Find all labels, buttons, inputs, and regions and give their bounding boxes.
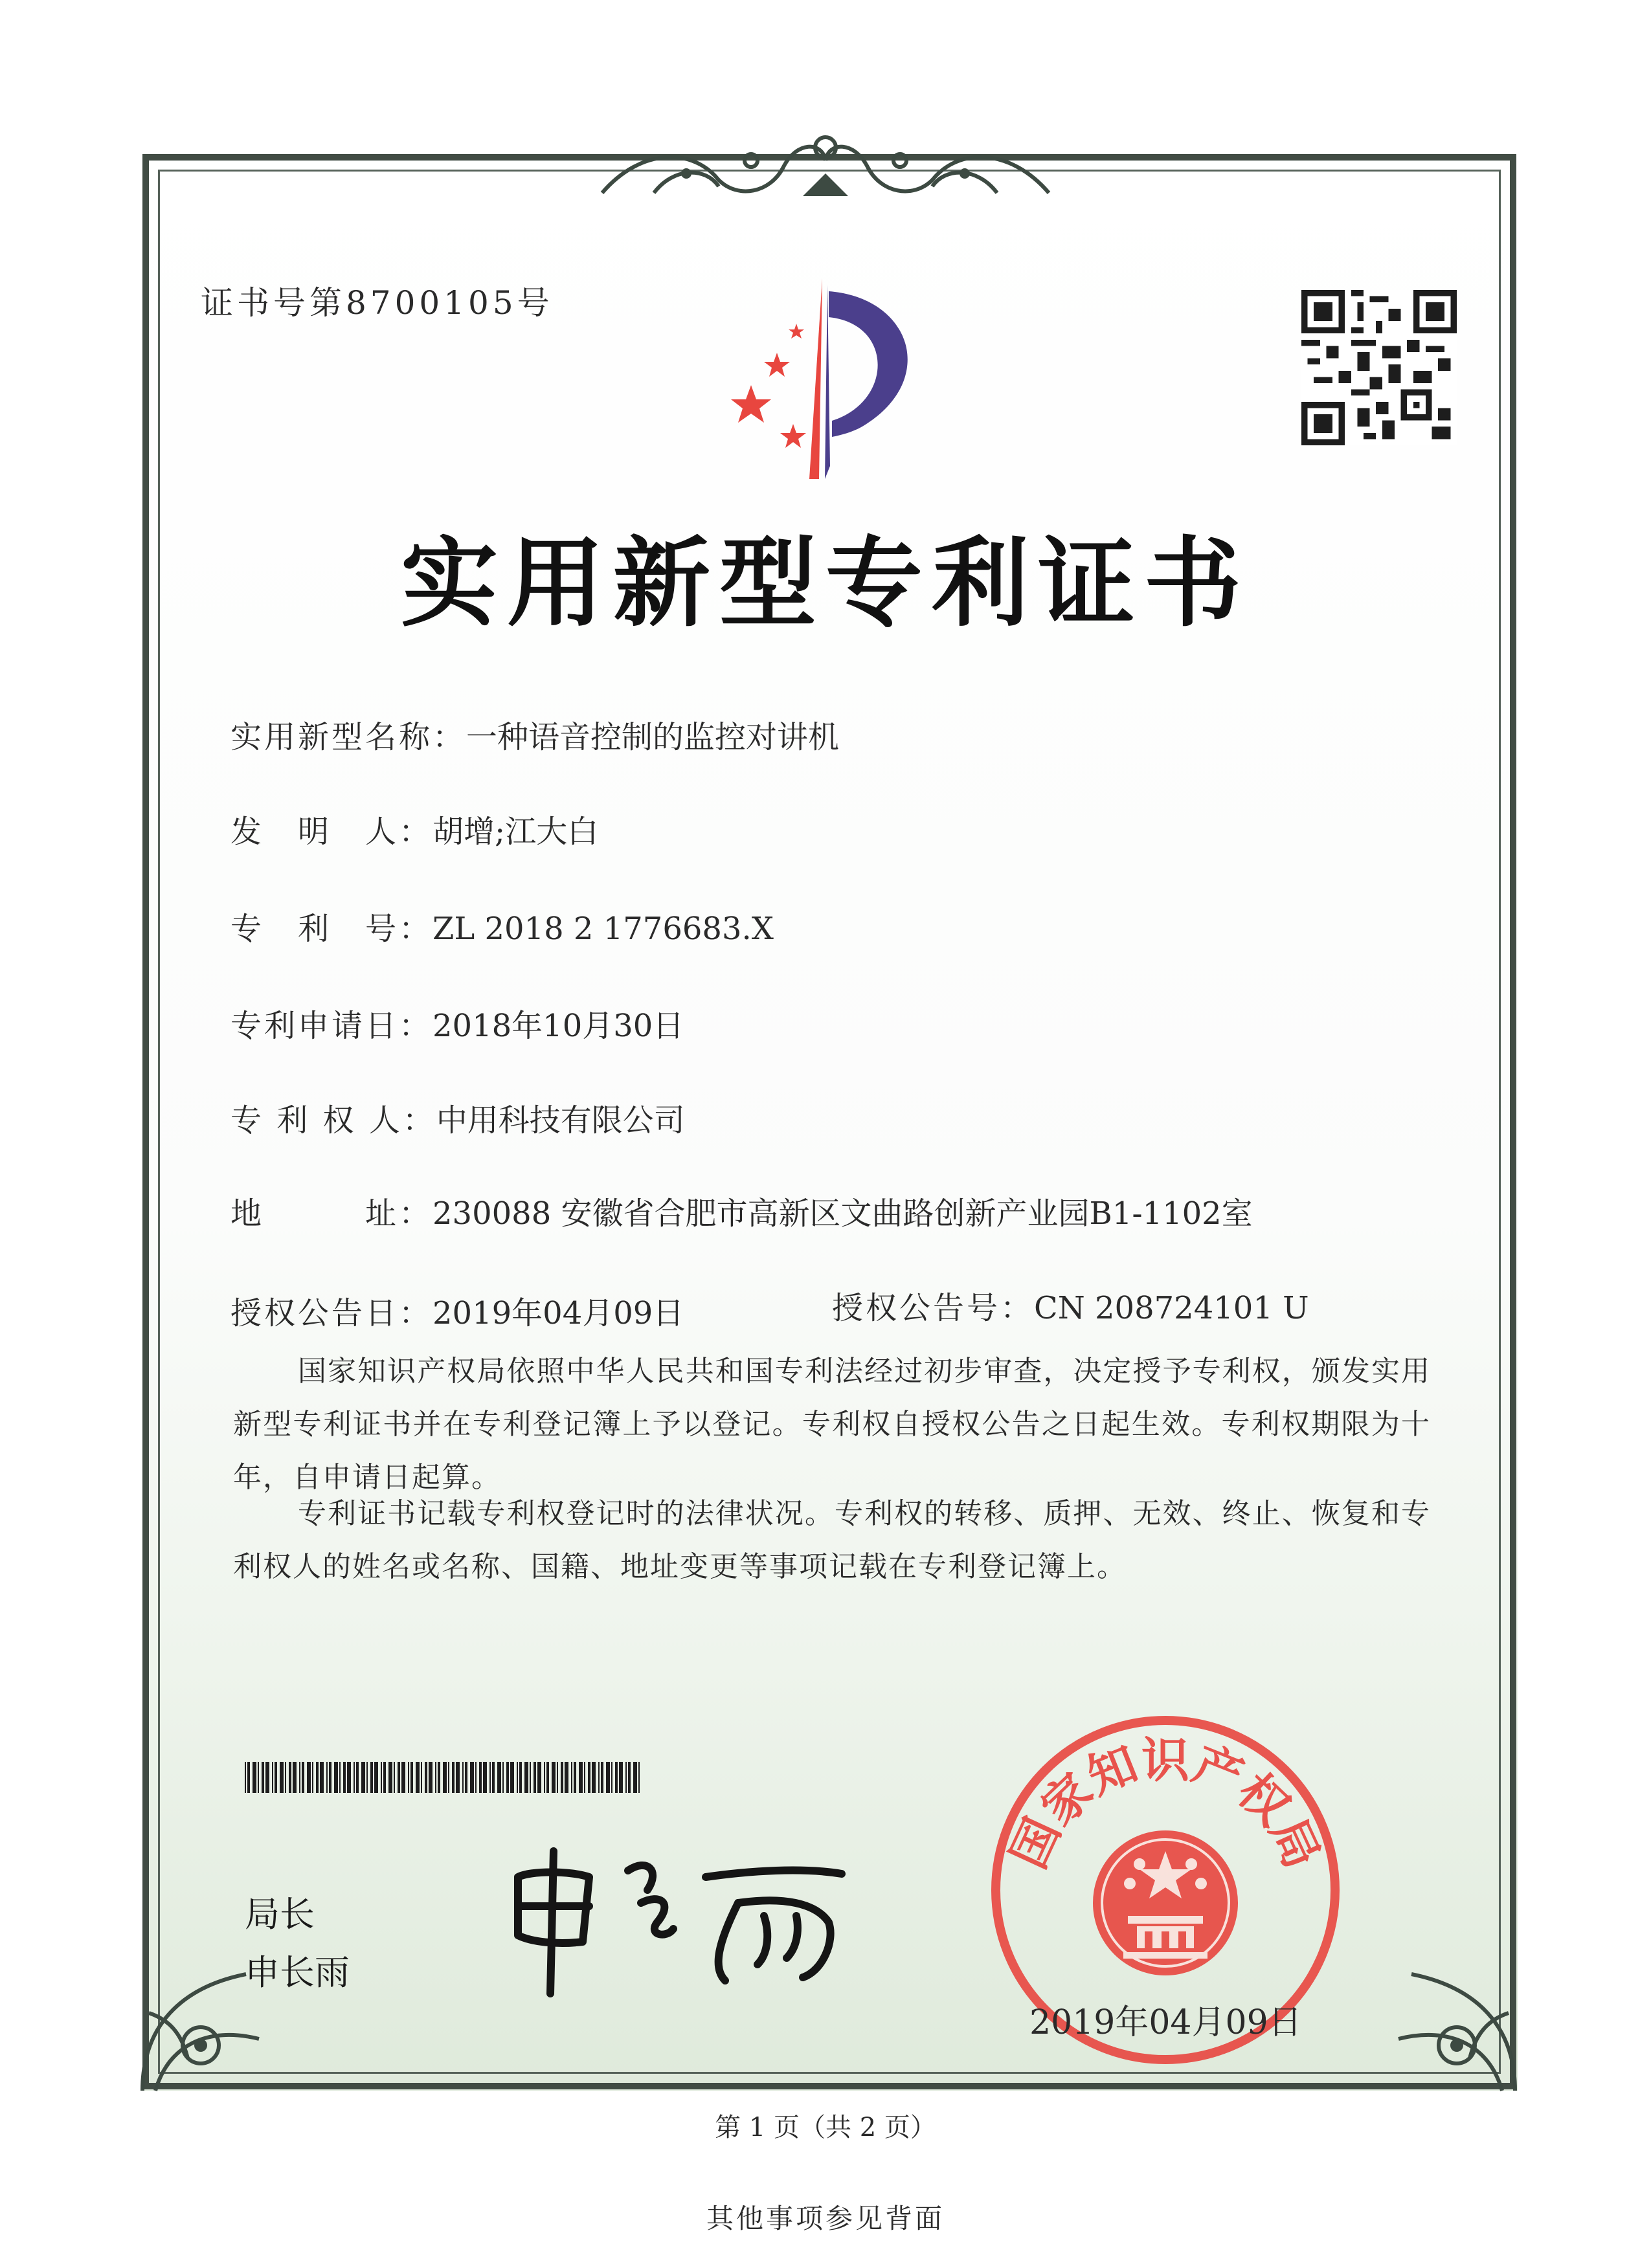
barcode-bar: [253, 1762, 256, 1793]
patent-number-label: 专 利 号：: [230, 911, 433, 947]
director-name: 申长雨: [245, 1952, 350, 1993]
barcode-bar: [537, 1762, 541, 1793]
barcode-bar: [356, 1762, 359, 1793]
barcode-bar: [285, 1762, 286, 1793]
barcode-bar: [272, 1762, 273, 1793]
barcode-bar: [592, 1762, 596, 1793]
barcode-bar: [265, 1762, 269, 1793]
barcode-bar: [435, 1762, 436, 1793]
barcode-bar: [343, 1762, 346, 1793]
barcode-bar: [544, 1762, 545, 1793]
barcode-bar: [574, 1762, 576, 1793]
barcode-bar: [483, 1762, 487, 1793]
barcode-bar: [497, 1762, 501, 1793]
barcode-bar: [502, 1762, 504, 1793]
inventor-row: [230, 806, 598, 851]
page-indicator: 第 1 页（共 2 页）: [715, 2113, 936, 2142]
barcode-bar: [606, 1762, 610, 1793]
address-value: 230088 安徽省合肥市高新区文曲路创新产业园B1-1102室: [432, 1195, 1253, 1232]
seal-text: 国家知识产权局: [1000, 1733, 1331, 1877]
certificate-number: 证书号第8700105号: [201, 284, 554, 322]
barcode-bar: [571, 1762, 572, 1793]
barcode-bar: [326, 1762, 328, 1793]
grant-date-row: [230, 1288, 684, 1333]
barcode-bar: [530, 1762, 531, 1793]
barcode: [245, 1762, 646, 1793]
barcode-bar: [410, 1762, 413, 1793]
barcode-bar: [470, 1762, 474, 1793]
barcode-bar: [401, 1762, 405, 1793]
grant-number-label: 授权公告号：: [832, 1290, 1035, 1326]
model-name-row: [230, 712, 839, 757]
grant-date-value: 2019年04月09日: [432, 1295, 684, 1331]
barcode-bar: [561, 1762, 563, 1793]
model-name-label: 实用新型名称：: [230, 719, 467, 755]
barcode-bar: [398, 1762, 400, 1793]
certificate-title: 实用新型专利证书: [400, 526, 1250, 640]
apply-date-label: 专利申请日：: [230, 1008, 433, 1044]
top-ornament: [589, 122, 1062, 212]
director-title: 局长: [245, 1894, 315, 1935]
barcode-bar: [275, 1762, 277, 1793]
barcode-bar: [557, 1762, 558, 1793]
barcode-bar: [465, 1762, 467, 1793]
barcode-bar: [307, 1762, 311, 1793]
barcode-bar: [334, 1762, 338, 1793]
apply-date-row: [230, 1001, 684, 1045]
barcode-bar: [565, 1762, 568, 1793]
barcode-bar: [366, 1762, 368, 1793]
barcode-bar: [421, 1762, 422, 1793]
inventor-label: 发 明 人：: [230, 814, 433, 850]
barcode-bar: [247, 1762, 250, 1793]
barcode-bar: [293, 1762, 297, 1793]
barcode-bar: [354, 1762, 355, 1793]
barcode-bar: [388, 1762, 392, 1793]
barcode-bar: [524, 1762, 528, 1793]
patent-number-row: [230, 904, 774, 948]
grant-number-row: [832, 1283, 1309, 1328]
barcode-bar: [598, 1762, 600, 1793]
national-emblem-icon: [1093, 1830, 1238, 1975]
barcode-bar: [619, 1762, 623, 1793]
barcode-bar: [588, 1762, 590, 1793]
barcode-bar: [361, 1762, 365, 1793]
barcode-bar: [633, 1762, 637, 1793]
barcode-bar: [611, 1762, 612, 1793]
barcode-bar: [280, 1762, 284, 1793]
grant-date-label: 授权公告日：: [230, 1295, 433, 1331]
inventor-value: 胡增;江大白: [432, 814, 599, 850]
address-row: [230, 1188, 1253, 1233]
address-label: 地 址：: [230, 1195, 433, 1232]
apply-date-value: 2018年10月30日: [432, 1008, 684, 1044]
barcode-bar: [519, 1762, 522, 1793]
barcode-bar: [579, 1762, 583, 1793]
director-signature: [492, 1832, 855, 2000]
barcode-bar: [258, 1762, 259, 1793]
model-name-value: 一种语音控制的监控对讲机: [466, 719, 840, 755]
barcode-bar: [615, 1762, 618, 1793]
barcode-bar: [638, 1762, 640, 1793]
cnipa-emblem-icon: [706, 272, 939, 485]
barcode-bar: [443, 1762, 447, 1793]
barcode-bar: [383, 1762, 386, 1793]
barcode-bar: [312, 1762, 313, 1793]
barcode-bar: [416, 1762, 420, 1793]
patentee-row: [230, 1095, 685, 1140]
barcode-bar: [510, 1762, 514, 1793]
barcode-bar: [552, 1762, 556, 1793]
barcode-bar: [320, 1762, 324, 1793]
barcode-bar: [448, 1762, 449, 1793]
barcode-bar: [601, 1762, 603, 1793]
barcode-bar: [316, 1762, 319, 1793]
barcode-bar: [625, 1762, 627, 1793]
grant-number-value: CN 208724101 U: [1034, 1290, 1309, 1326]
barcode-bar: [546, 1762, 549, 1793]
barcode-bar: [438, 1762, 440, 1793]
barcode-bar: [245, 1762, 246, 1793]
legal-paragraph-2: 专利证书记载专利权登记时的法律状况。专利权的转移、质押、无效、终止、恢复和专利权人的姓名或名称、国籍、地址变更等事项记载在专利登记簿上。: [233, 1497, 1431, 1583]
barcode-bar: [584, 1762, 585, 1793]
bottom-right-ornament: [1379, 1948, 1528, 2104]
barcode-bar: [299, 1762, 300, 1793]
barcode-bar: [456, 1762, 460, 1793]
barcode-bar: [492, 1762, 495, 1793]
patent-number-value: ZL 2018 2 1776683.X: [432, 911, 774, 947]
barcode-bar: [462, 1762, 464, 1793]
barcode-bar: [370, 1762, 373, 1793]
barcode-bar: [479, 1762, 482, 1793]
barcode-bar: [429, 1762, 432, 1793]
barcode-bar: [262, 1762, 264, 1793]
barcode-bar: [452, 1762, 455, 1793]
barcode-bar: [475, 1762, 477, 1793]
barcode-bar: [347, 1762, 351, 1793]
barcode-bar: [517, 1762, 518, 1793]
barcode-bar: [394, 1762, 395, 1793]
qr-code: [1301, 290, 1457, 445]
barcode-bar: [489, 1762, 491, 1793]
patentee-label: 专 利 权 人：: [230, 1102, 436, 1139]
barcode-bar: [408, 1762, 409, 1793]
footer-note: 其他事项参见背面: [706, 2203, 945, 2234]
barcode-bar: [339, 1762, 341, 1793]
barcode-bar: [381, 1762, 382, 1793]
seal-date: 2019年04月09日: [1029, 2003, 1302, 2042]
patentee-value: 中用科技有限公司: [436, 1102, 685, 1139]
barcode-bar: [289, 1762, 291, 1793]
barcode-bar: [628, 1762, 631, 1793]
legal-paragraph-1: 国家知识产权局依照中华人民共和国专利法经过初步审查，决定授予专利权，颁发实用新型专利证书并在专利登记簿上予以登记。专利权自授权公告之日起生效。专利权期限为十年，自申请日起算。: [233, 1355, 1431, 1494]
barcode-bar: [533, 1762, 536, 1793]
barcode-bar: [374, 1762, 378, 1793]
barcode-bar: [302, 1762, 304, 1793]
barcode-bar: [425, 1762, 427, 1793]
barcode-bar: [329, 1762, 331, 1793]
barcode-bar: [506, 1762, 509, 1793]
